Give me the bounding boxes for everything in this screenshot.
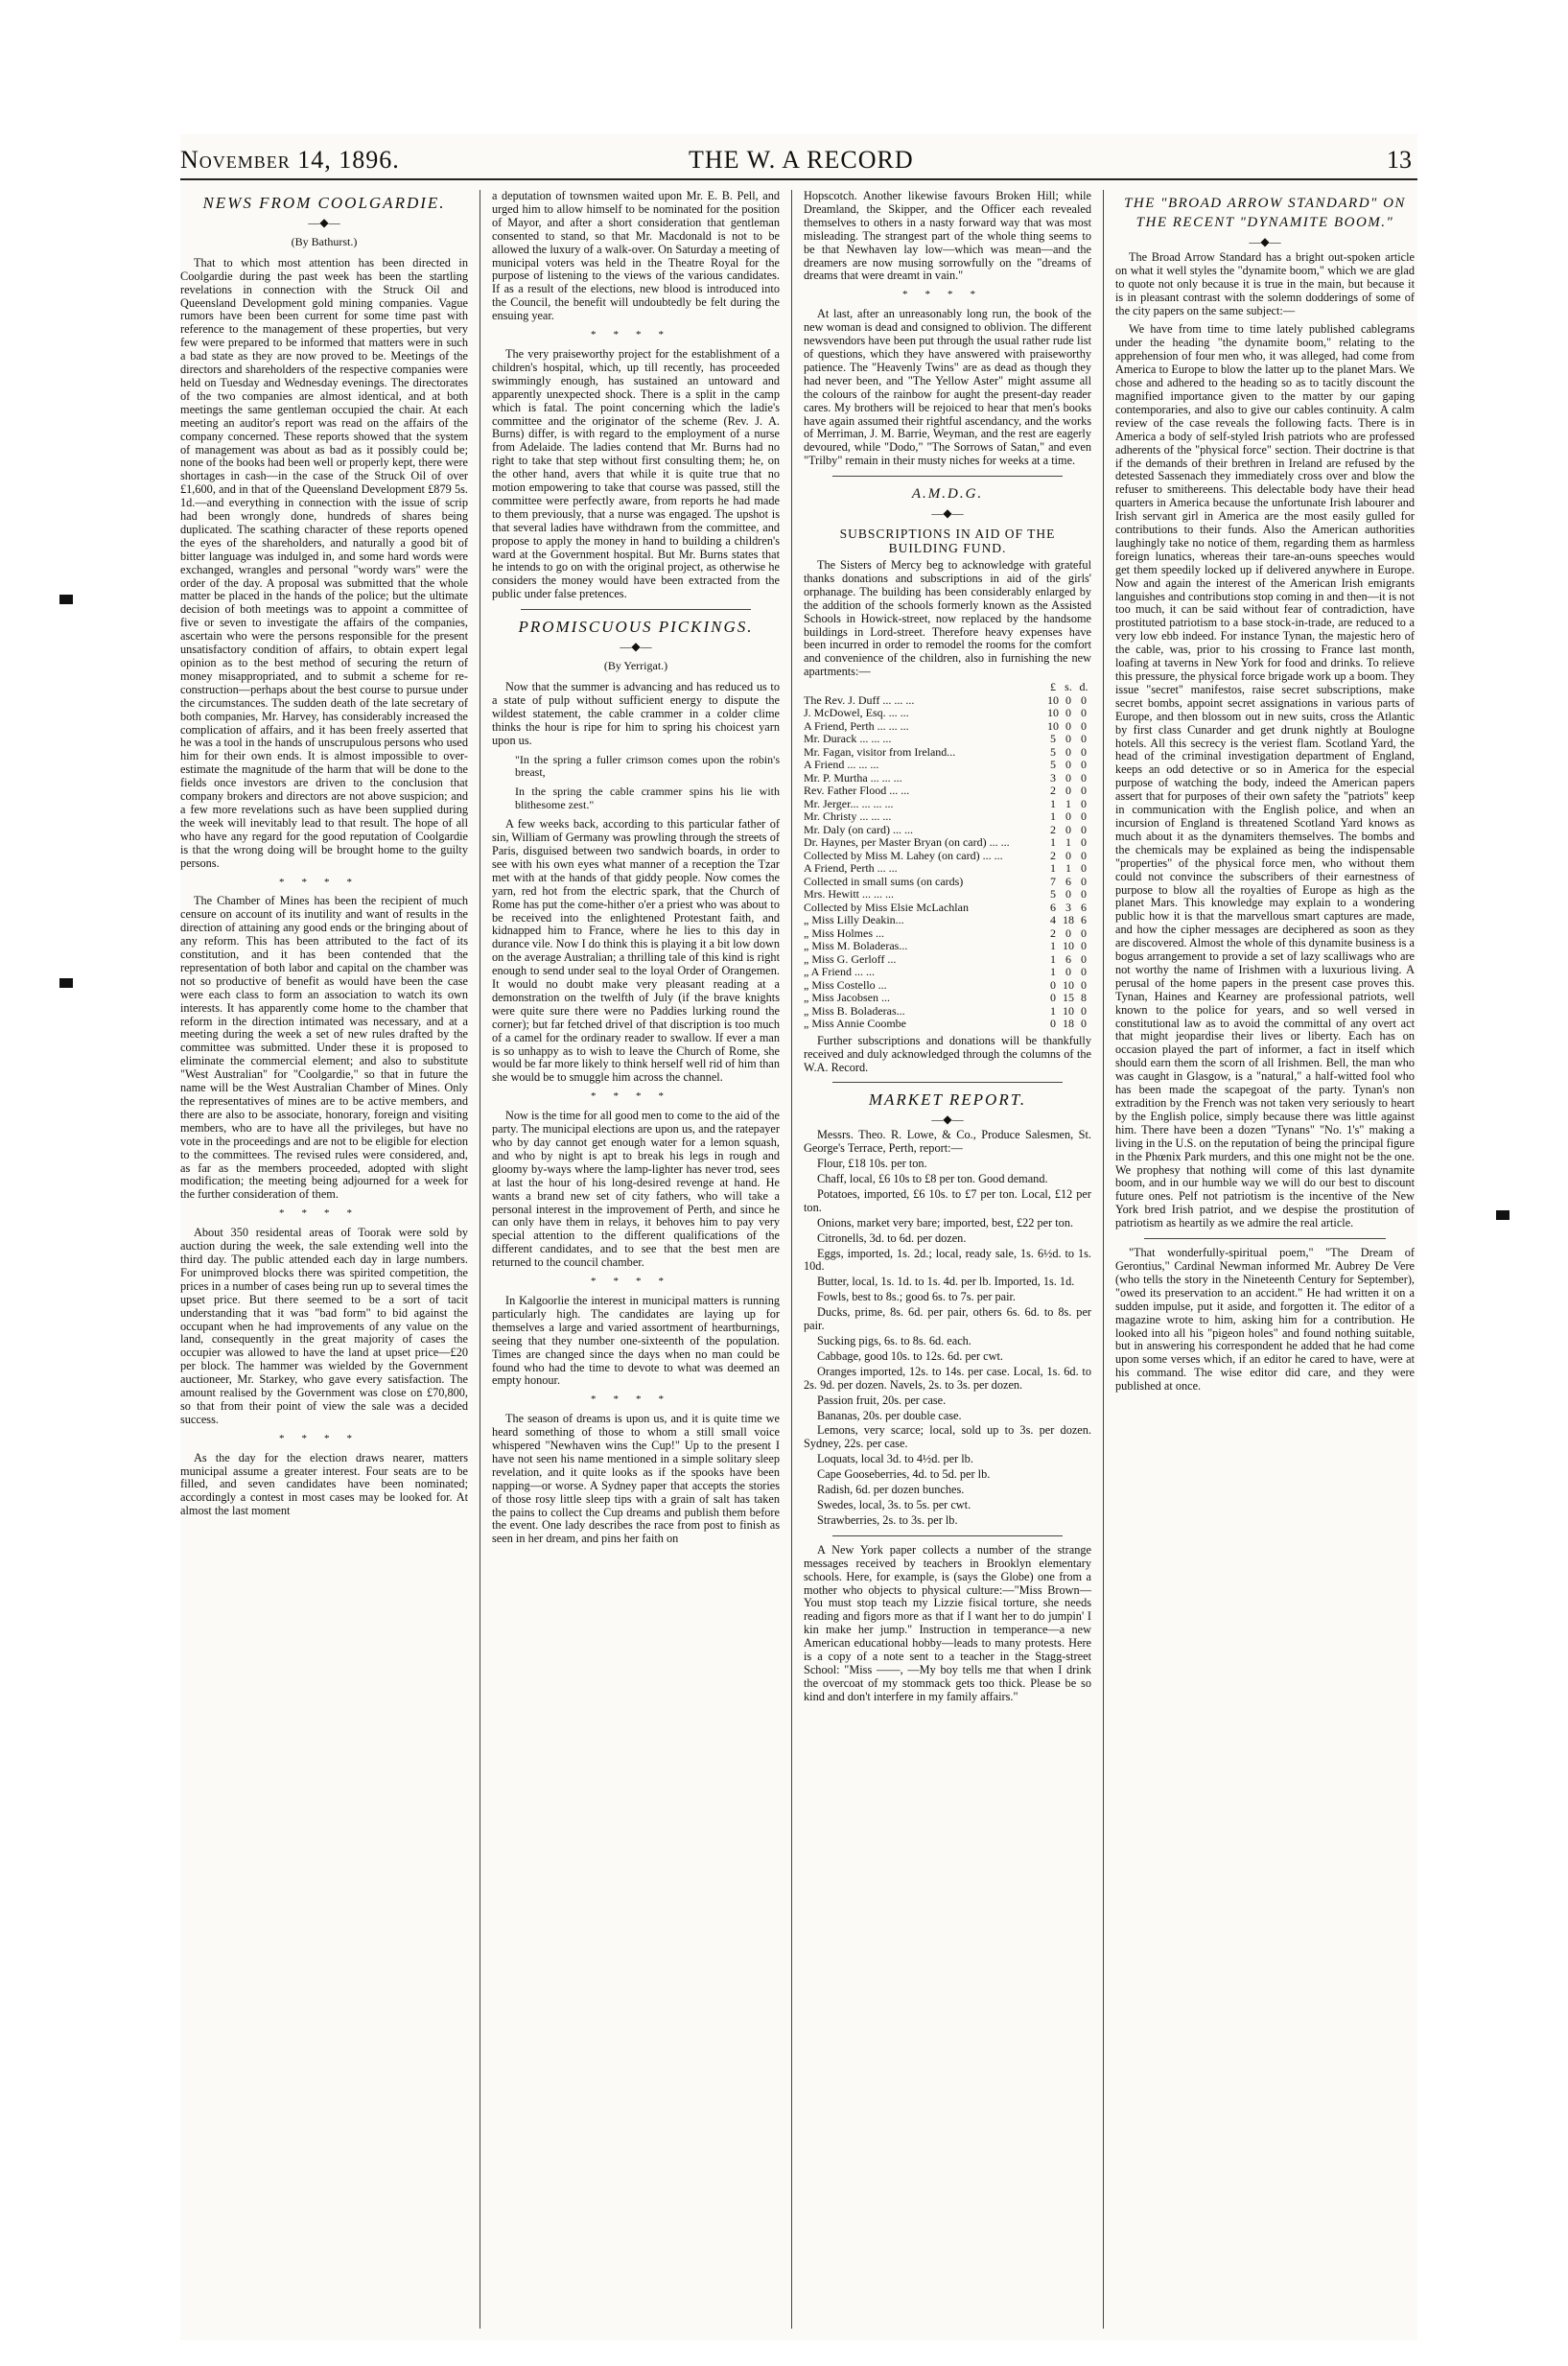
- paragraph: Messrs. Theo. R. Lowe, & Co., Produce Salesmen, St. George's Terrace, Perth, report:—: [804, 1128, 1091, 1156]
- shillings-cell: 0: [1065, 718, 1071, 733]
- subscriber-name: Collected in small sums (on cards): [804, 874, 964, 888]
- paragraph: At last, after an unreasonably long run, the book of the new woman is dead and consigned to oblivion. The different newsvendors have been put through the usual rather rude list of questions, which they have answered with praiseworthy patience. The "Heavenly Twins" are as dead as though they had never been, and "The Yellow Aster" might assume all the colours of the rainbow for aught the present-day reader cares. My brothers will be rejoiced to hear that men's books have again assumed their rightful ascendancy, and the works of Merriman, J. M. Barrie, Weyman, and the rest are eagerly devoured, while "Dodo," "The Sorrows of Satan," and even "Trilby" remain in their musty niches for weeks at a time.: [804, 307, 1091, 468]
- pounds-cell: 10: [1047, 706, 1059, 720]
- paragraph: "That wonderfully-spiritual poem," "The Dream of Gerontius," Cardinal Newman informed Mr. Aubrey De Vere (who tells the story in the Nineteenth Century for September), "owed its preservation to an accident." He had written it on a sudden impulse, put it aside, and forgotten it. The editor of a magazine wrote to him, asking him for a contribution. He looked into all his "pigeon holes" and found nothing suitable, but in answering his correspondent he added that he had come upon some verses which, if an editor he cared to have, were at his command. The wise editor did care, and they were published at once.: [1115, 1246, 1415, 1394]
- shillings-cell: 0: [1065, 732, 1071, 746]
- table-row: [804, 914, 1091, 927]
- pounds-cell: 1: [1050, 835, 1056, 850]
- subscriber-name: „ Miss Jacobsen ...: [804, 991, 890, 1005]
- pounds-cell: 5: [1050, 758, 1056, 772]
- pounds-cell: 2: [1050, 822, 1056, 836]
- shillings-cell: 0: [1065, 706, 1071, 720]
- paragraph: A few weeks back, according to this particular father of sin, William of Germany was prowling through the streets of Paris, disguised between two sandwich boards, in order to see with his own eyes what manner of a reception the Tzar met with at the hands of that giddy people. Now comes the yarn, red hot from the electric spark, that the Church of Rome has put the come-hither o'er a priest who was about to be received into the enlightened Protestant faith, and kidnapped him to France, where he lies to this day in durance vile. Now I do think this is playing it a bit low down on the average Australian; a thrilling tale of this kind is right enough to send under seal to the loyal Order of Orangemen. It would no doubt make very pleasant reading at a demonstration on the twelfth of July (if the brave knights were quite sure there were no Paddies lurking round the corner); but far fetched drivel of that discription is too much of a camel for the ordinary reader to swallow. If ever a man is so unhappy as to wish to leave the Church of Rome, she would be far more likely to think herself well rid of him than she would be to smuggle him across the channel.: [492, 817, 780, 1085]
- pounds-cell: 1: [1050, 1003, 1056, 1018]
- pounds-cell: 5: [1050, 887, 1056, 902]
- subscriber-name: Mr. P. Murtha ... ... ...: [804, 770, 902, 785]
- column-3: [804, 190, 1091, 1706]
- scan-mark-left: [59, 978, 73, 988]
- pence-cell: 0: [1081, 861, 1087, 876]
- market-item: Cabbage, good 10s. to 12s. 6d. per cwt.: [817, 1348, 1003, 1363]
- paragraph: a deputation of townsmen waited upon Mr. E. B. Pell, and urged him to allow himself to be nominated for the position of Mayor, and after a short consideration that gentleman consented to stand, so that Mr. Macdonald is not to be allowed the luxury of a walk-over. On Saturday a meeting of municipal voters was held in the Theatre Royal for the purpose of listening to the views of the various candidates. If as a result of the elections, new blood is introduced into the Council, the benefit will undoubtedly be felt during the ensuing year.: [492, 189, 780, 323]
- pounds-cell: 2: [1050, 925, 1056, 940]
- table-row: [804, 798, 1091, 811]
- pounds-cell: 0: [1050, 991, 1056, 1005]
- table-row: [804, 862, 1091, 876]
- byline: (By Bathurst.): [291, 234, 358, 248]
- ornament: —◆—: [620, 640, 652, 654]
- section-divider: ****: [902, 289, 993, 301]
- pounds-cell: 7: [1050, 874, 1056, 888]
- paragraph: The Chamber of Mines has been the recipient of much censure on account of its inutility and want of results in the direction of attaining any good ends or the bringing about of any reform. This has been attributed to the fact of its constitution, and it has been contended that the representation of both labor and capital on the chamber was not so productive of benefit as would have been the case were each class to form an association to watch its own interests. It has apparently come home to the chamber that reform in the direction intimated was necessary, and at a meeting during the week a set of new rules drafted by the committee was submitted. Under these it is proposed to eliminate the commercial element; and also to substitute "West Australian" for "Coolgardie," so that in future the name will be the West Australian Chamber of Mines. Only the representatives of mines are to be active members, and there are also to be associate, honorary, foreign and visiting members, who are to have all the privileges, but have no vote in the proceedings and are not to be eligible for election to the committees. The revised rules were considered, and, as far as the members proceeded, adopted with slight modification; the meeting being adjourned for a week for the further consideration of them.: [180, 894, 468, 1202]
- table-row: [804, 1005, 1091, 1019]
- page-number: 13: [1387, 146, 1412, 174]
- section-divider: ****: [591, 1276, 681, 1288]
- table-row: [804, 746, 1091, 760]
- shillings-cell: 1: [1065, 835, 1071, 850]
- shillings-cell: 10: [1063, 1003, 1074, 1018]
- market-item: Onions, market very bare; imported, best, £22 per ton.: [817, 1215, 1074, 1230]
- pence-cell: 0: [1081, 887, 1087, 902]
- subscriber-name: J. McDowel, Esq. ... ...: [804, 706, 909, 720]
- table-row: [804, 992, 1091, 1005]
- table-row: [804, 694, 1091, 708]
- shillings-cell: 0: [1065, 887, 1071, 902]
- paragraph: Now that the summer is advancing and has reduced us to a state of pulp without sufficient energy to dispute the wildest statement, the cable crammer in a colder clime thinks the hour is ripe for him to spring his choicest yarn upon us.: [492, 680, 780, 747]
- section-divider: ****: [591, 1090, 681, 1103]
- divider-line: [1144, 1238, 1386, 1239]
- table-row: [804, 940, 1091, 953]
- paragraph: We have from time to time lately published cablegrams under the heading "the dynamite boom," relating to the apprehension of four men who, it was alleged, had come from America to Europe to blow the latter up to the planet Mars. We chose and adhered to the heading so as to tacitly discount the magnified importance given to the matter by our gaping contemporaries, and also to give our cables continuity. A calm review of the case reveals the following facts. There is in America a body of self-styled Irish patriots who are professed adherents of the "physical force" section. Their doctrine is that if the demands of their brethren in Ireland are refused by the detested Sassenach they immediately cross over and blow the refuser to smithereens. This delectable body have their head quarters in America because the unfortunate Irish labourer and Irish servant girl in America are the most easily gulled for contributions to their funds. Also the American authorities laughingly take no notice of them, regarding them as harmless foreign lunatics, whereas their tare-an-ouns speeches would get them speedily locked up if delivered anywhere in Europe. Now and again the interest of the American Irish emigrants languishes and contributions stop coming in and then—it is not too much, it can be said without fear of contradiction, have prostituted patriotism to a base stock-in-trade, are reduced to a very low ebb indeed. For instance Tynan, the majestic hero of the cable, was, prior to his crossing to France last month, loafing at taverns in New York for food and drinks. To relieve this pressure, the physical force brigade work up a boom. They issue "secret" manifestos, raise secret subscriptions, make secret bombs, appoint secret assignations in various parts of Europe, and then blossom out in new suits, cross the Atlantic by first class Cunarder and get drunk nightly at Boulogne hotels. All this secrecy is the veriest flam. Scotland Yard, the head of the criminal investigation department of England, keeps an odd detective or so in America for the especial purpose of watching the body, indeed the American papers assert that for purposes of their own safety the "patriots" keep in communication with the English police, and when an incursion of England is threatened Scotland Yard knows as much about it as the dynamiters themselves. The bombs and the chemicals may be explained as being the indispensable "properties" of the physical force men, who without them could not convince the subscribers of their earnestness of purpose to blow all the royalties of Europe as high as the planet Mars. This knowledge may explain to a wondering public how it is that the marvellous smart captures are made, and how the cipher messages are deciphered as soon as they are discovered. Almost the whole of this dynamite business is a bogus arrangement to provide a set of lazy scalliwags who are not worthy the name of Irishmen with a luxurious living. A perusal of the home papers in the present case proves this. Tynan, Haines and Kearney are professional patriots, well known to the police for years, and so well versed in constitutional law as to avoid the committal of any overt act that might jeopardise their lives or liberty. Each has on occasion played the part of informer, a fact in itself which should earn them the scorn of all Irishmen. Bell, the man who was caught in Glasgow, is a "natural," a half-witted fool who has been made the scapegoat of the party. Tynan's non extradition by the French was not taken very seriously to heart by the English police, simply because there was little against him. There have been a dozen "Tynans" "No. 1's" making a living in the U.S. on the reputation of being the principal figure in the Phœnix Park murders, and this one might not be the one. We prophesy that nothing will come of this last dynamite boom, and in our humble way we will do our best to discount future ones. Pelf not patriotism is the incentive of the New York bred Irish patriot, and we despise the prostitution of patriotism as heartily as we admire the real article.: [1115, 322, 1415, 1230]
- pounds-cell: 1: [1050, 939, 1056, 953]
- pence-cell: 0: [1081, 1017, 1087, 1031]
- subscriber-name: „ Miss Lilly Deakin...: [804, 913, 904, 927]
- shillings-cell: 1: [1065, 861, 1071, 876]
- pence-cell: 0: [1081, 692, 1087, 707]
- ornament: —◆—: [931, 506, 964, 521]
- shillings-cell: 18: [1063, 1017, 1074, 1031]
- shillings-cell: 3: [1065, 900, 1071, 914]
- shillings-cell: 6: [1065, 874, 1071, 888]
- subscriber-name: „ Miss Costello ...: [804, 977, 887, 992]
- subscriber-name: The Rev. J. Duff ... ... ...: [804, 692, 915, 707]
- scan-mark-right: [1496, 1210, 1509, 1220]
- subscriber-name: „ A Friend ... ...: [804, 965, 875, 979]
- column-header: s.: [1065, 680, 1072, 694]
- table-row: [804, 733, 1091, 746]
- subscriber-name: Rev. Father Flood ... ...: [804, 784, 910, 798]
- shillings-cell: 1: [1065, 796, 1071, 810]
- pounds-cell: 3: [1050, 770, 1056, 785]
- pounds-cell: 2: [1050, 848, 1056, 862]
- column-rule: [1103, 190, 1104, 2329]
- table-row: [804, 824, 1091, 837]
- column-header: £: [1050, 680, 1056, 694]
- shillings-cell: 10: [1063, 977, 1074, 992]
- shillings-cell: 6: [1065, 951, 1071, 966]
- shillings-cell: 15: [1063, 991, 1074, 1005]
- subscriber-name: A Friend, Perth ... ... ...: [804, 718, 909, 733]
- table-row: [804, 810, 1091, 824]
- pence-cell: 0: [1081, 744, 1087, 759]
- scan-mark-left: [59, 595, 73, 604]
- article-heading-promiscuous: PROMISCUOUS PICKINGS.: [518, 618, 754, 637]
- newspaper-page: [180, 134, 1417, 2340]
- byline: (By Yerrigat.): [603, 659, 668, 673]
- shillings-cell: 10: [1063, 939, 1074, 953]
- pence-cell: 0: [1081, 977, 1087, 992]
- column-4: [1115, 190, 1415, 1395]
- verse-line: In the spring the cable crammer spins his lie with blithesome zest.": [515, 785, 780, 812]
- pence-cell: 0: [1081, 809, 1087, 824]
- article-heading-coolgardie: NEWS FROM COOLGARDIE.: [202, 194, 446, 212]
- pounds-cell: 1: [1050, 951, 1056, 966]
- pence-cell: 0: [1081, 758, 1087, 772]
- market-item: Lemons, very scarce; local, sold up to 3s. per dozen. Sydney, 22s. per case.: [804, 1423, 1091, 1451]
- subscriptions-table: [804, 681, 1091, 1031]
- pounds-cell: 0: [1050, 1017, 1056, 1031]
- table-row: [804, 966, 1091, 979]
- ornament: —◆—: [1249, 235, 1281, 248]
- verse-line: "In the spring a fuller crimson comes upon the robin's breast,: [515, 752, 780, 780]
- pounds-cell: 10: [1047, 718, 1059, 733]
- market-item: Strawberries, 2s. to 3s. per lb.: [817, 1512, 958, 1527]
- market-item: Oranges imported, 12s. to 14s. per case. Local, 1s. 6d. to 2s. 9d. per dozen. Navels, 2s. to 3s. per dozen.: [804, 1364, 1091, 1392]
- table-row: [804, 1018, 1091, 1031]
- pence-cell: 0: [1081, 770, 1087, 785]
- table-row: [804, 927, 1091, 941]
- shillings-cell: 0: [1065, 770, 1071, 785]
- subscriber-name: A Friend ... ... ...: [804, 758, 879, 772]
- divider-line: [832, 476, 1063, 477]
- paragraph: The Sisters of Mercy beg to acknowledge with grateful thanks donations and subscriptions in aid of the girls' orphanage. The building has been considerably enlarged by the addition of the schools formerly known as the Assisted Schools in Howick-street, now replaced by the handsome buildings in Lord-street. Therefore heavy expenses have been incurred in order to remodel the rooms for the comfort and convenience of the children, also in furnishing the new apartments:—: [804, 558, 1091, 679]
- market-item: Eggs, imported, 1s. 2d.; local, ready sale, 1s. 6½d. to 1s. 10d.: [804, 1246, 1091, 1274]
- market-item: Ducks, prime, 8s. 6d. per pair, others 6s. 6d. to 8s. per pair.: [804, 1305, 1091, 1333]
- pounds-cell: 1: [1050, 809, 1056, 824]
- subscriber-name: Mr. Daly (on card) ... ...: [804, 822, 913, 836]
- column-2: [492, 190, 780, 1548]
- divider-line: [832, 1082, 1063, 1083]
- pence-cell: 0: [1081, 796, 1087, 810]
- pounds-cell: 6: [1050, 900, 1056, 914]
- table-row: [804, 953, 1091, 967]
- market-item: Radish, 6d. per dozen bunches.: [817, 1483, 965, 1497]
- shillings-cell: 0: [1065, 809, 1071, 824]
- subscriber-name: Mr. Durack ... ... ...: [804, 732, 892, 746]
- market-item: Passion fruit, 20s. per case.: [817, 1393, 947, 1407]
- market-item: Bananas, 20s. per double case.: [817, 1408, 962, 1422]
- masthead: [180, 146, 1417, 180]
- article-heading-broad-arrow: THE "BROAD ARROW STANDARD" ON THE RECENT "DYNAMITE BOOM.": [1124, 196, 1406, 230]
- market-item: Fowls, best to 8s.; good 6s. to 7s. per pair.: [817, 1290, 1016, 1304]
- market-item: Loquats, local 3d. to 4½d. per lb.: [817, 1452, 973, 1466]
- pounds-cell: 2: [1050, 784, 1056, 798]
- shillings-cell: 0: [1065, 822, 1071, 836]
- market-item: Citronells, 3d. to 6d. per dozen.: [817, 1230, 967, 1245]
- amdg-heading: A.M.D.G.: [911, 486, 984, 503]
- issue-date: November 14, 1896.: [180, 146, 400, 174]
- pounds-cell: 4: [1050, 913, 1056, 927]
- subscriber-name: „ Miss B. Boladeras...: [804, 1003, 905, 1018]
- section-divider: ****: [591, 329, 681, 341]
- subscriber-name: „ Miss Annie Coombe: [804, 1017, 906, 1031]
- shillings-cell: 0: [1065, 848, 1071, 862]
- shillings-cell: 0: [1065, 744, 1071, 759]
- shillings-cell: 0: [1065, 965, 1071, 979]
- pence-cell: 0: [1081, 965, 1087, 979]
- shillings-cell: 18: [1063, 913, 1074, 927]
- pence-cell: 0: [1081, 874, 1087, 888]
- paper-title: THE W. A RECORD: [689, 146, 914, 174]
- pence-cell: 0: [1081, 925, 1087, 940]
- paragraph: The season of dreams is upon us, and it is quite time we heard something of those to whom a still small voice whispered "Newhaven wins the Cup!" Up to the present I have not seen his name mentioned in a simple solitary sleep revelation, and it quite looks as if the spooks have been napping—or worse. A Sydney paper that accepts the stories of those rosy little sleep tips with a grain of salt has taken the pains to collect the Cup dreams and publish them before the event. One lady describes the race from post to finish as seen in her dream, and pins her faith on: [492, 1412, 780, 1546]
- market-report-heading: MARKET REPORT.: [868, 1090, 1027, 1110]
- table-row: [804, 836, 1091, 850]
- table-row: [804, 720, 1091, 734]
- divider-line: [521, 609, 751, 610]
- subscriber-name: „ Miss Holmes ...: [804, 925, 884, 940]
- paragraph: The Broad Arrow Standard has a bright out-spoken article on what it well styles the "dynamite boom," which we are glad to quote not only because it is true in the main, but because it is in pleasant contrast with the solemn dodderings of some of the city papers on the same subject:—: [1115, 249, 1415, 317]
- pence-cell: 8: [1081, 991, 1087, 1005]
- market-item: Sucking pigs, 6s. to 8s. 6d. each.: [817, 1334, 971, 1347]
- pence-cell: 0: [1081, 822, 1087, 836]
- market-item: Cape Gooseberries, 4d. to 5d. per lb.: [817, 1467, 991, 1482]
- table-row: [804, 888, 1091, 902]
- shillings-cell: 0: [1065, 692, 1071, 707]
- pence-cell: 0: [1081, 718, 1087, 733]
- section-divider: ****: [279, 1432, 369, 1444]
- paragraph: The very praiseworthy project for the establishment of a children's hospital, which, up till recently, has proceeded swimmingly enough, has sustained an untoward and apparently unexpected shock. There is a split in the camp which is fatal. The point concerning which the ladie's committee and the originator of the scheme (Rev. J. A. Burns) differ, is with regard to the employment of a nurse from Adelaide. The ladies contend that Mr. Burns had no right to take that step without first consulting them; he, on the other hand, avers that while it is quite true that no motion empowering to take that course was passed, still the committee were perfectly aware, from reports he had made to them previously, that a nurse was engaged. The upshot is that several ladies have withdrawn from the committee, and propose to apply the money in hand to building a children's ward at the Government hospital. But Mr. Burns states that he intends to go on with the original project, as otherwise he considers the money would have been extracted from the public under false pretences.: [492, 346, 780, 601]
- paragraph: That to which most attention has been directed in Coolgardie during the past week has been the startling revelations in connection with the Struck Oil and Queensland Development gold mining companies. Vague rumors have been been current for some time past with reference to the management of these properties, but very few were prepared to be informed that matters were in such a bad state as they are now proved to be. Meetings of the directors and shareholders of the respective companies were held on Tuesday and Wednesday evenings. The directorates of the two companies are almost identical, and at both meetings the same gentleman occupied the chair. At each meeting an auditor's report was read on the affairs of the company concerned. These reports showed that the system of management was about as bad as it possibly could be; none of the books had been well or properly kept, there were shortages in cash—in the case of the Struck Oil of over £1,600, and in that of the Queensland Development £879 5s. 1d.—and everything in connection with the issue of scrip had been wrongly done, hundreds of shares being duplicated. The scathing character of these reports opened the eyes of the shareholders, and naturally a good bit of bitter language was indulged in, and some hard words were exchanged, wrangles and personal "wordy wars" were the order of the day. A proposal was submitted that the whole matter be placed in the hands of the police; but the ultimate decision of both meetings was to appoint a committee of five or seven to investigate the affairs of the companies, ascertain who were the persons responsible for the present unsatisfactory condition of affairs, to obtain expert legal opinion as to the best method of securing the return of money misappropriated, and to submit a scheme for re-construction—perhaps about the best course to pursue under the circumstances. The sudden death of the late secretary of both companies, Mr. Harvey, has considerably increased the complication of affairs, and it has been freely asserted that he was a tool in the hands of unscrupulous persons who used him for their own ends. It is almost impossible to over-estimate the magnitude of the harm that will be done to the fields once investors are driven to the conclusion that company brokers and directors are not above suspicion; and a few more revelations such as have been supplied during the week will inevitably lead to that result. The hope of all who have any regard for the good reputation of Coolgardie is that the wrong doing will be brought home to the guilty persons.: [180, 255, 468, 870]
- market-item: Butter, local, 1s. 1d. to 1s. 4d. per lb. Imported, 1s. 1d.: [817, 1275, 1075, 1289]
- subscriber-name: A Friend, Perth ... ...: [804, 861, 898, 876]
- pence-cell: 0: [1081, 835, 1087, 850]
- pounds-cell: 1: [1050, 965, 1056, 979]
- pounds-cell: 1: [1050, 861, 1056, 876]
- ornament: —◆—: [308, 216, 340, 229]
- pounds-cell: 5: [1050, 744, 1056, 759]
- ornament: —◆—: [931, 1113, 964, 1127]
- section-divider: ****: [279, 1207, 369, 1220]
- pence-cell: 0: [1081, 784, 1087, 798]
- subscriber-name: Collected by Miss M. Lahey (on card) ... ...: [804, 848, 1003, 862]
- subscriber-name: Dr. Haynes, per Master Bryan (on card) ... ...: [804, 835, 1010, 850]
- market-list: [804, 1158, 1091, 1528]
- market-item: Swedes, local, 3s. to 5s. per cwt.: [817, 1497, 971, 1511]
- pence-cell: 0: [1081, 848, 1087, 862]
- table-row: [804, 902, 1091, 915]
- subscriber-name: Mr. Jerger... ... ... ...: [804, 796, 894, 810]
- shillings-cell: 0: [1065, 784, 1071, 798]
- market-item: Flour, £18 10s. per ton.: [817, 1157, 927, 1171]
- subscriber-name: „ Miss M. Boladeras...: [804, 939, 908, 953]
- subscriptions-heading: SUBSCRIPTIONS IN AID OF THE BUILDING FUND.: [839, 527, 1056, 556]
- subscriber-name: Mrs. Hewitt ... ... ...: [804, 887, 894, 902]
- paragraph: In Kalgoorlie the interest in municipal matters is running particularly high. The candidates are laying up for themselves a large and varied assortment of heartburnings, seeing that they number one-sixteenth of the population. Times are changed since the days when no man could be found who had the time to devote to what was deemed an empty honour.: [492, 1293, 780, 1388]
- market-item: Potatoes, imported, £6 10s. to £7 per ton. Local, £12 per ton.: [804, 1186, 1091, 1214]
- paragraph: A New York paper collects a number of the strange messages received by teachers in Brooklyn elementary schools. Here, for example, is (says the Globe) one from a mother who objects to physical culture:—"Miss Brown—You must stop teach my Lizzie fisical torture, she needs reading and figors more as that if I want her to do jumpin' I kin make her jump." Instruction in temperance—a new American educational hobby—leads to many protests. Here is a copy of a note sent to a teacher in the Stagg-street School: "Miss ——, —My boy tells me that when I drink the overcoat of my stommack gets too thick. Please be so kind and don't interfere in my family affairs.": [804, 1542, 1091, 1703]
- shillings-cell: 0: [1065, 925, 1071, 940]
- subscriber-name: Mr. Christy ... ... ...: [804, 809, 892, 824]
- pounds-cell: 0: [1050, 977, 1056, 992]
- table-row: [804, 759, 1091, 772]
- paragraph: Hopscotch. Another likewise favours Broken Hill; while Dreamland, the Skipper, and the Officer each revealed themselves to others in a nasty forward way that was most misleading. The strangest part of the whole thing seems to be that Newhaven lay low—which was mean—and the dreamers are now musing sorrowfully on the "dreams of dreams that were dreamt in vain.": [804, 189, 1091, 283]
- subscriber-name: Collected by Miss Elsie McLachlan: [804, 900, 969, 914]
- pounds-cell: 1: [1050, 796, 1056, 810]
- paragraph: About 350 residental areas of Toorak were sold by auction during the week, the sale extending well into the third day. The public attended each day in large numbers. For unimproved blocks there was spirited competition, the prices in a number of cases being run up to several times the upset price. But there seemed to be a sort of tacit understanding that it was "bad form" to bid against the occupant when he had improvements of any value on the land, consequently in the great majority of cases the occupier was allowed to have the land at upset price—£20 per block. The hammer was wielded by the Government auctioneer, Mr. Starkey, who gave every satisfaction. The amount realised by the Government was close on £70,800, so that from their point of view the sale was a decided success.: [180, 1226, 468, 1426]
- pence-cell: 6: [1081, 913, 1087, 927]
- shillings-cell: 0: [1065, 758, 1071, 772]
- subscriber-name: Mr. Fagan, visitor from Ireland...: [804, 744, 956, 759]
- pence-cell: 0: [1081, 1003, 1087, 1018]
- pence-cell: 0: [1081, 939, 1087, 953]
- market-item: Chaff, local, £6 10s to £8 per ton. Good demand.: [817, 1172, 1048, 1186]
- pence-cell: 0: [1081, 951, 1087, 966]
- divider-line: [832, 1535, 1063, 1536]
- column-header: d.: [1079, 680, 1088, 694]
- table-row: [804, 979, 1091, 993]
- pounds-cell: 5: [1050, 732, 1056, 746]
- section-divider: ****: [279, 876, 369, 888]
- pence-cell: 6: [1081, 900, 1087, 914]
- column-1: [180, 190, 468, 1520]
- pence-cell: 0: [1081, 732, 1087, 746]
- table-row: [804, 772, 1091, 785]
- subscriber-name: „ Miss G. Gerloff ...: [804, 951, 897, 966]
- section-divider: ****: [591, 1394, 681, 1406]
- paragraph: Further subscriptions and donations will be thankfully received and duly acknowledged through the columns of the W.A. Record.: [804, 1033, 1091, 1074]
- table-row: [804, 707, 1091, 720]
- column-rule: [791, 190, 792, 2329]
- pence-cell: 0: [1081, 706, 1087, 720]
- pounds-cell: 10: [1047, 692, 1059, 707]
- paragraph: As the day for the election draws nearer, matters municipal assume a greater interest. Four seats are to be filled, and seven candidates have been nominated; accordingly a contest in most cases may be looked for. At almost the last moment: [180, 1450, 468, 1518]
- table-row: [804, 850, 1091, 863]
- paragraph: Now is the time for all good men to come to the aid of the party. The municipal elections are upon us, and the ratepayer who by day cannot get enough water for a lemon squash, and who by night is apt to break his legs in rough and gloomy by-ways where the lamp-lighter has never trod, sees at last the hour of his long-desired revenge at hand. He wants a brand new set of city fathers, who will take a personal interest in the improvement of Perth, and since he can only have them in relays, it behoves him to pay very special attention to the different qualifications of the different candidates, and to see that the best men are returned to the council chamber.: [492, 1109, 780, 1270]
- table-row: [804, 785, 1091, 798]
- table-row: [804, 876, 1091, 889]
- table-header-row: [804, 681, 1091, 694]
